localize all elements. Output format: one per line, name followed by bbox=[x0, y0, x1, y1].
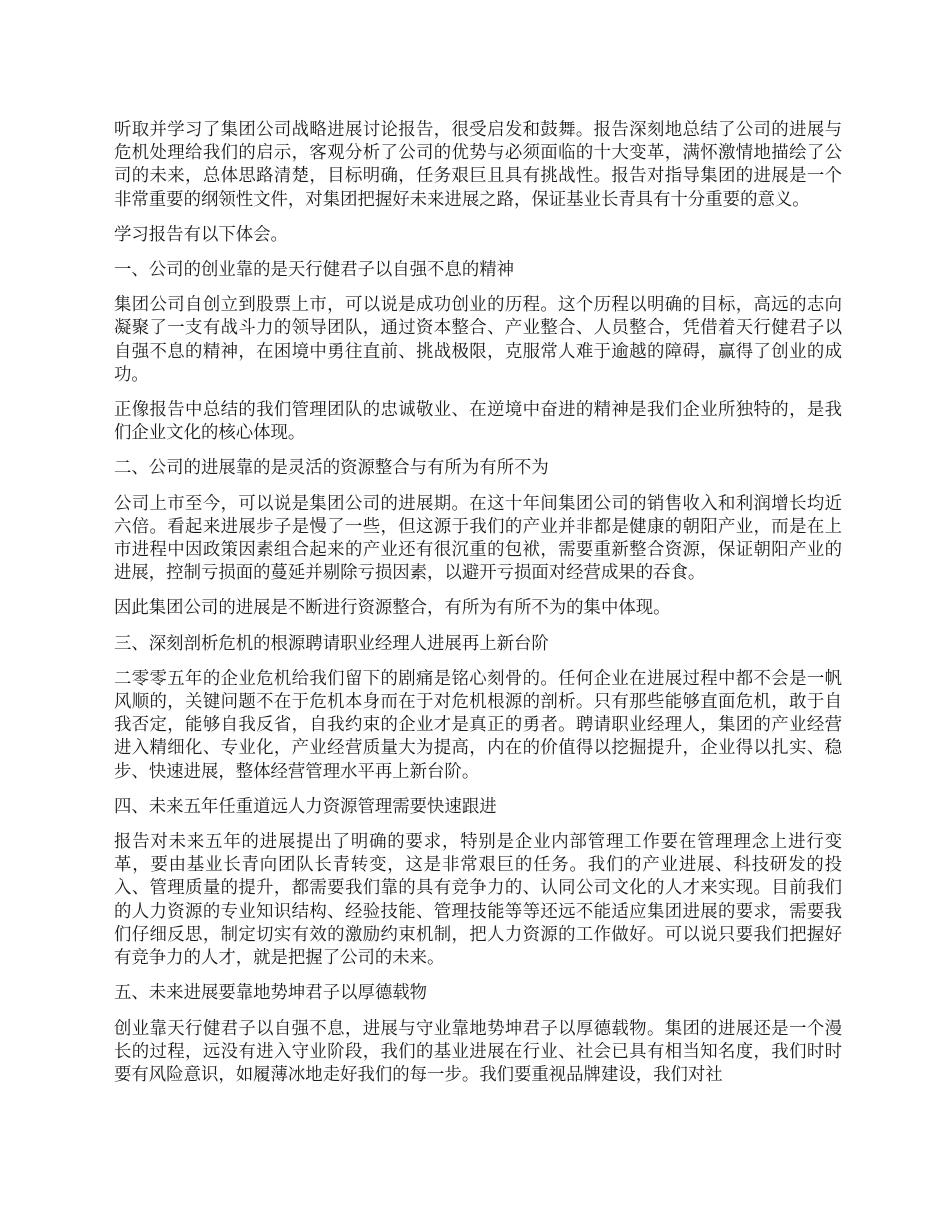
section-heading-1: 一、公司的创业靠的是天行健君子以自强不息的精神 bbox=[114, 260, 514, 281]
section-heading-3: 三、深刻剖析危机的根源聘请职业经理人进展再上新台阶 bbox=[114, 633, 549, 654]
section-4-paragraph-1: 报告对未来五年的进展提出了明确的要求，特别是企业内部管理工作要在管理理念上进行变革，要由基业长青向团队长青转变，这是非常艰巨的任务。我们的产业进展、科技研发的投入、管理质量的提升，都需要我们靠的具有竞争力的、认同公司文化的人才来实现。目前我们的人力资源的专业知识结构、经验技能、管理技能等等还远不能适应集团进展的要求，需要我们仔细反思，制定切实有效的激励约束机制，把人力资源的工作做好。可以说只要我们把握好有竞争力的人才，就是把握了公司的未来。 bbox=[114, 832, 842, 969]
section-heading-2: 二、公司的进展靠的是灵活的资源整合与有所为有所不为 bbox=[114, 458, 549, 479]
intro-paragraph: 听取并学习了集团公司战略进展讨论报告，很受启发和鼓舞。报告深刻地总结了公司的进展与危机处理给我们的启示，客观分析了公司的优势与必须面临的十大变革，满怀激情地描绘了公司的未来，总体思路清楚，目标明确，任务艰巨且具有挑战性。报告对指导集团的进展是一个非常重要的纲领性文件，对集团把握好未来进展之路，保证基业长青具有十分重要的意义。 bbox=[114, 120, 842, 210]
document-body bbox=[114, 119, 842, 1099]
section-2-paragraph-2: 因此集团公司的进展是不断进行资源整合，有所为有所不为的集中体现。 bbox=[114, 598, 671, 619]
section-2-paragraph-1: 公司上市至今，可以说是集团公司的进展期。在这十年间集团公司的销售收入和利润增长均近六倍。看起来进展步子是慢了一些，但这源于我们的产业并非都是健康的朝阳产业，而是在上市进程中因政策因素组合起来的产业还有很沉重的包袱，需要重新整合资源，保证朝阳产业的进展，控制亏损面的蔓延并剔除亏损因素，以避开亏损面对经营成果的吞食。 bbox=[114, 493, 842, 584]
section-1-paragraph-2: 正像报告中总结的我们管理团队的忠诚敬业、在逆境中奋进的精神是我们企业所独特的，是我们企业文化的核心体现。 bbox=[114, 400, 842, 444]
summary-lead: 学习报告有以下体会。 bbox=[114, 224, 288, 245]
section-1-paragraph-1: 集团公司自创立到股票上市，可以说是成功创业的历程。这个历程以明确的目标，高远的志向凝聚了一支有战斗力的领导团队，通过资本整合、产业整合、人员整合，凭借着天行健君子以自强不息的精神，在困境中勇往直前、挑战极限，克服常人难于逾越的障碍，赢得了创业的成功。 bbox=[114, 295, 842, 385]
section-5-paragraph-1: 创业靠天行健君子以自强不息，进展与守业靠地势坤君子以厚德载物。集团的进展还是一个漫长的过程，远没有进入守业阶段，我们的基业进展在行业、社会已具有相当知名度，我们时时要有风险意识，如履薄冰地走好我们的每一步。我们要重视品牌建设，我们对社 bbox=[114, 1018, 842, 1085]
section-heading-5: 五、未来进展要靠地势坤君子以厚德载物 bbox=[114, 983, 428, 1004]
section-3-paragraph-1: 二零零五年的企业危机给我们留下的剧痛是铭心刻骨的。任何企业在进展过程中都不会是一帆风顺的，关键问题不在于危机本身而在于对危机根源的剖析。只有那些能够直面危机，敢于自我否定，能够自我反省，自我约束的企业才是真正的勇者。聘请职业经理人，集团的产业经营进入精细化、专业化，产业经营质量大为提高，内在的价值得以挖掘提升，企业得以扎实、稳步、快速进展，整体经营管理水平再上新台阶。 bbox=[114, 668, 842, 782]
section-heading-4: 四、未来五年任重道远人力资源管理需要快速跟进 bbox=[114, 796, 497, 817]
